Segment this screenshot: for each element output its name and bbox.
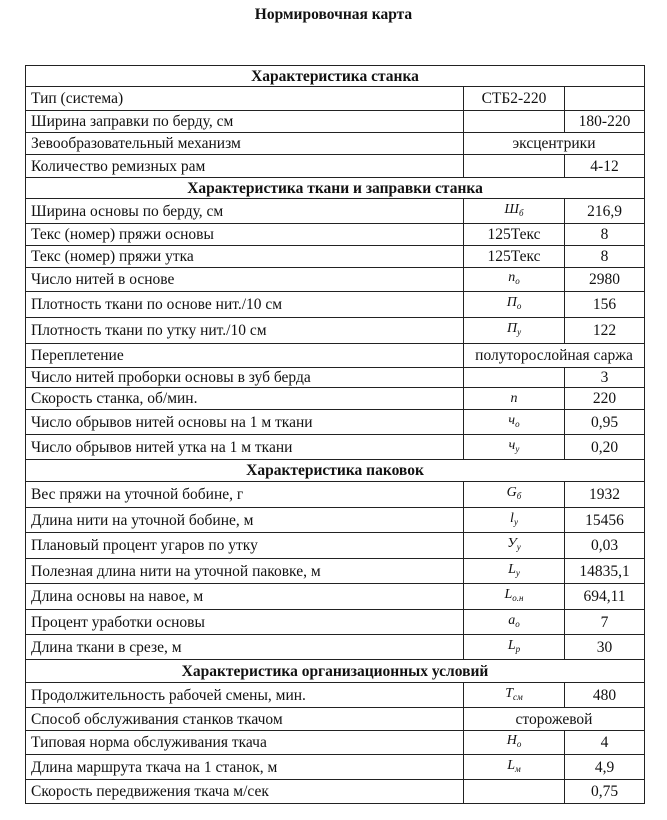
- symbol-subscript: о: [515, 276, 520, 286]
- section-header: [26, 660, 645, 683]
- table-row: [26, 155, 645, 178]
- parameter-name: Плановый процент угаров по утку: [26, 533, 464, 559]
- parameter-symbol: [464, 368, 565, 388]
- table-row: [26, 755, 645, 780]
- symbol-subscript: м: [515, 763, 521, 774]
- parameter-symbol: [464, 246, 565, 268]
- parameter-value: 480: [565, 683, 645, 708]
- parameter-symbol: [464, 731, 565, 755]
- symbol-letter: 125Текс: [487, 248, 541, 265]
- parameter-symbol: [464, 87, 565, 111]
- parameter-name: Число обрывов нитей основы на 1 м ткани: [26, 410, 464, 435]
- parameter-symbol: [464, 482, 565, 508]
- table-row: [26, 388, 645, 410]
- parameter-value: 220: [565, 388, 645, 410]
- section-header: [26, 178, 645, 199]
- symbol-letter: l: [510, 510, 514, 526]
- table-row: [26, 435, 645, 460]
- symbol-letter: L: [507, 637, 516, 653]
- parameter-value: [565, 87, 645, 111]
- parameter-symbol: [464, 224, 565, 246]
- table-row: [26, 344, 645, 368]
- section-title: Характеристика станка: [26, 66, 645, 87]
- symbol-letter: ч: [508, 437, 516, 453]
- parameter-name: Текс (номер) пряжи утка: [26, 246, 464, 268]
- table-row: [26, 708, 645, 731]
- symbol-subscript: см: [513, 691, 523, 702]
- table-row: [26, 559, 645, 584]
- parameter-name: Переплетение: [26, 344, 464, 368]
- parameter-symbol: [464, 610, 565, 635]
- parameter-name: Число нитей в основе: [26, 268, 464, 292]
- section-title: Характеристика ткани и заправки станка: [26, 178, 645, 199]
- table-row: [26, 508, 645, 533]
- parameter-name: Длина маршрута ткача на 1 станок, м: [26, 755, 464, 780]
- parameter-value: сторожевой: [464, 708, 645, 731]
- parameter-symbol: [464, 584, 565, 610]
- table-row: [26, 410, 645, 435]
- table-row: [26, 368, 645, 388]
- parameter-name: Плотность ткани по основе нит./10 см: [26, 292, 464, 318]
- table-row: [26, 268, 645, 292]
- parameter-value: 4: [565, 731, 645, 755]
- symbol-letter: T: [505, 685, 514, 701]
- symbol-subscript: б: [516, 491, 522, 501]
- table-row: [26, 610, 645, 635]
- parameter-symbol: [464, 559, 565, 584]
- symbol-letter: n: [508, 270, 516, 285]
- section-title: Характеристика организационных условий: [26, 660, 645, 683]
- symbol-letter: H: [506, 733, 517, 748]
- parameter-name: Скорость передвижения ткача м/сек: [26, 780, 464, 804]
- parameter-name: Длина нити на уточной бобине, м: [26, 508, 464, 533]
- parameter-name: Процент уработки основы: [26, 610, 464, 635]
- parameter-symbol: [464, 155, 565, 178]
- table-row: [26, 731, 645, 755]
- table-row: [26, 533, 645, 559]
- parameter-name: Вес пряжи на уточной бобине, г: [26, 482, 464, 508]
- table-row: [26, 635, 645, 660]
- parameter-name: Длина основы на навое, м: [26, 584, 464, 610]
- parameter-value: эксцентрики: [464, 133, 645, 155]
- symbol-subscript: у: [516, 542, 521, 552]
- parameter-symbol: [464, 508, 565, 533]
- parameter-symbol: [464, 111, 565, 133]
- parameter-value: 694,11: [565, 584, 645, 610]
- parameter-value: 8: [565, 246, 645, 268]
- table-row: [26, 246, 645, 268]
- parameter-value: 0,95: [565, 410, 645, 435]
- parameter-value: 0,75: [565, 780, 645, 804]
- table-row: [26, 482, 645, 508]
- parameter-name: Число нитей проборки основы в зуб берда: [26, 368, 464, 388]
- symbol-letter: n: [510, 391, 518, 406]
- parameter-symbol: [464, 388, 565, 410]
- parameter-value: 216,9: [565, 199, 645, 224]
- parameter-symbol: [464, 410, 565, 435]
- parameter-name: Тип (система): [26, 87, 464, 111]
- section-header: [26, 66, 645, 87]
- symbol-letter: L: [507, 757, 516, 773]
- table-row: [26, 683, 645, 708]
- parameter-symbol: [464, 533, 565, 559]
- parameter-name: Скорость станка, об/мин.: [26, 388, 464, 410]
- symbol-letter: У: [507, 536, 517, 551]
- parameter-name: Зевообразовательный механизм: [26, 133, 464, 155]
- symbol-letter: a: [508, 612, 516, 628]
- parameter-value: полуторослойная саржа: [464, 344, 645, 368]
- parameter-symbol: [464, 780, 565, 804]
- symbol-subscript: о: [515, 618, 520, 629]
- symbol-letter: L: [504, 587, 513, 602]
- parameter-name: Способ обслуживания станков ткачом: [26, 708, 464, 731]
- symbol-letter: 125Текс: [487, 226, 541, 243]
- parameter-symbol: [464, 755, 565, 780]
- symbol-subscript: о: [515, 418, 520, 429]
- parameter-symbol: [464, 435, 565, 460]
- table-row: [26, 111, 645, 133]
- parameter-symbol: [464, 292, 565, 318]
- parameter-name: Полезная длина нити на уточной паковке, м: [26, 559, 464, 584]
- parameter-value: 122: [565, 318, 645, 344]
- symbol-letter: П: [506, 295, 517, 310]
- symbol-subscript: р: [515, 643, 521, 654]
- symbol-subscript: у: [515, 443, 520, 454]
- parameter-name: Плотность ткани по утку нит./10 см: [26, 318, 464, 344]
- parameter-value: 7: [565, 610, 645, 635]
- section-title: Характеристика паковок: [26, 460, 645, 482]
- parameter-value: 3: [565, 368, 645, 388]
- parameter-value: 180-220: [565, 111, 645, 133]
- symbol-subscript: у: [513, 516, 518, 527]
- section-header: [26, 460, 645, 482]
- parameter-name: Число обрывов нитей утка на 1 м ткани: [26, 435, 464, 460]
- table-row: [26, 318, 645, 344]
- parameter-symbol: [464, 318, 565, 344]
- symbol-letter: ч: [508, 412, 516, 428]
- parameter-value: 4-12: [565, 155, 645, 178]
- symbol-subscript: у: [515, 567, 520, 578]
- parameter-value: 1932: [565, 482, 645, 508]
- parameter-value: 2980: [565, 268, 645, 292]
- symbol-letter: СТБ2-220: [481, 90, 547, 107]
- parameter-name: Текс (номер) пряжи основы: [26, 224, 464, 246]
- table-row: [26, 292, 645, 318]
- parameter-value: 30: [565, 635, 645, 660]
- symbol-subscript: у: [517, 327, 522, 337]
- parameter-symbol: [464, 635, 565, 660]
- table-row: [26, 199, 645, 224]
- parameter-symbol: [464, 683, 565, 708]
- parameter-value: 8: [565, 224, 645, 246]
- parameter-name: Ширина заправки по берду, см: [26, 111, 464, 133]
- parameter-value: 15456: [565, 508, 645, 533]
- parameter-name: Продолжительность рабочей смены, мин.: [26, 683, 464, 708]
- symbol-subscript: о.н: [512, 593, 524, 603]
- parameter-value: 0,20: [565, 435, 645, 460]
- symbol-subscript: о: [516, 301, 522, 311]
- table-row: [26, 584, 645, 610]
- table-row: [26, 224, 645, 246]
- parameter-value: 14835,1: [565, 559, 645, 584]
- symbol-subscript: о: [516, 739, 522, 749]
- parameter-symbol: [464, 268, 565, 292]
- symbol-letter: П: [506, 321, 518, 336]
- symbol-subscript: б: [519, 207, 524, 218]
- parameter-value: 0,03: [565, 533, 645, 559]
- parameter-name: Количество ремизных рам: [26, 155, 464, 178]
- document-title: Нормировочная карта: [254, 6, 413, 23]
- table-row: [26, 780, 645, 804]
- symbol-letter: Ш: [504, 201, 520, 217]
- parameter-name: Ширина основы по берду, см: [26, 199, 464, 224]
- parameter-name: Длина ткани в срезе, м: [26, 635, 464, 660]
- table-row: [26, 133, 645, 155]
- norm-card-table: [25, 65, 645, 804]
- parameter-value: 4,9: [565, 755, 645, 780]
- parameter-name: Типовая норма обслуживания ткача: [26, 731, 464, 755]
- symbol-letter: L: [508, 561, 516, 577]
- table-row: [26, 87, 645, 111]
- parameter-value: 156: [565, 292, 645, 318]
- parameter-symbol: [464, 199, 565, 224]
- symbol-letter: G: [506, 485, 517, 500]
